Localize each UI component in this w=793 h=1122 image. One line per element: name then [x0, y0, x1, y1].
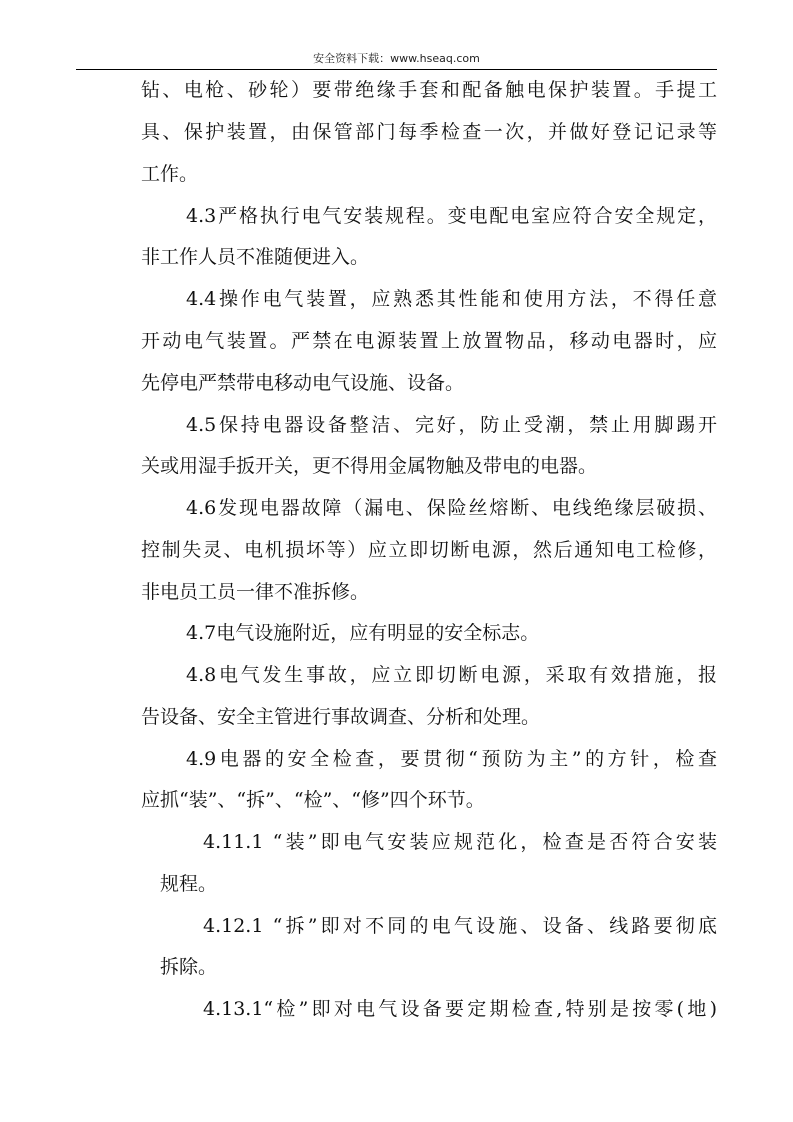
text-line: 关或用湿手扳开关，更不得用金属物触及带电的电器。 [141, 455, 598, 477]
text-line: 非电员工员一律不准拆修。 [141, 581, 370, 603]
text-line: 4.8电气发生事故，应立即切断电源，采取有效措施，报 [186, 664, 717, 686]
text-line: 4.13.1“检”即对电气设备要定期检查,特别是按零(地) [203, 998, 717, 1020]
text-line: 规程。 [160, 873, 218, 895]
text-line: 4.7电气设施附近，应有明显的安全标志。 [186, 622, 540, 644]
text-line: 4.5保持电器设备整洁、完好，防止受潮，禁止用脚踢开 [186, 414, 717, 436]
text-line: 工作。 [141, 163, 199, 185]
text-line: 4.4操作电气装置，应熟悉其性能和使用方法，不得任意 [186, 288, 717, 310]
text-line: 4.9电器的安全检查，要贯彻“预防为主”的方针，检查 [186, 748, 717, 770]
text-line: 4.3严格执行电气安装规程。变电配电室应符合安全规定， [186, 205, 717, 227]
page-header: 安全资料下载：www.hseaq.com [313, 52, 480, 65]
header-divider [76, 69, 717, 70]
text-line: 应抓“装”、“拆”、“检”、“修”四个环节。 [141, 789, 485, 811]
text-line: 4.6发现电器故障（漏电、保险丝熔断、电线绝缘层破损、 [186, 497, 717, 519]
text-line: 先停电严禁带电移动电气设施、设备。 [141, 372, 465, 394]
text-line: 拆除。 [160, 956, 218, 978]
text-line: 4.12.1 “拆”即对不同的电气设施、设备、线路要彻底 [203, 915, 717, 937]
text-line: 告设备、安全主管进行事故调查、分析和处理。 [141, 706, 541, 728]
text-line: 开动电气装置。严禁在电源装置上放置物品，移动电器时，应 [141, 330, 717, 352]
text-line: 非工作人员不准随便进入。 [141, 246, 370, 268]
text-line: 具、保护装置，由保管部门每季检查一次，并做好登记记录等 [141, 121, 717, 143]
text-line: 钻、电枪、砂轮）要带绝缘手套和配备触电保护装置。手提工 [141, 79, 717, 101]
text-line: 4.11.1 “装”即电气安装应规范化，检查是否符合安装 [203, 831, 717, 853]
text-line: 控制失灵、电机损坏等）应立即切断电源，然后通知电工检修， [141, 539, 717, 561]
